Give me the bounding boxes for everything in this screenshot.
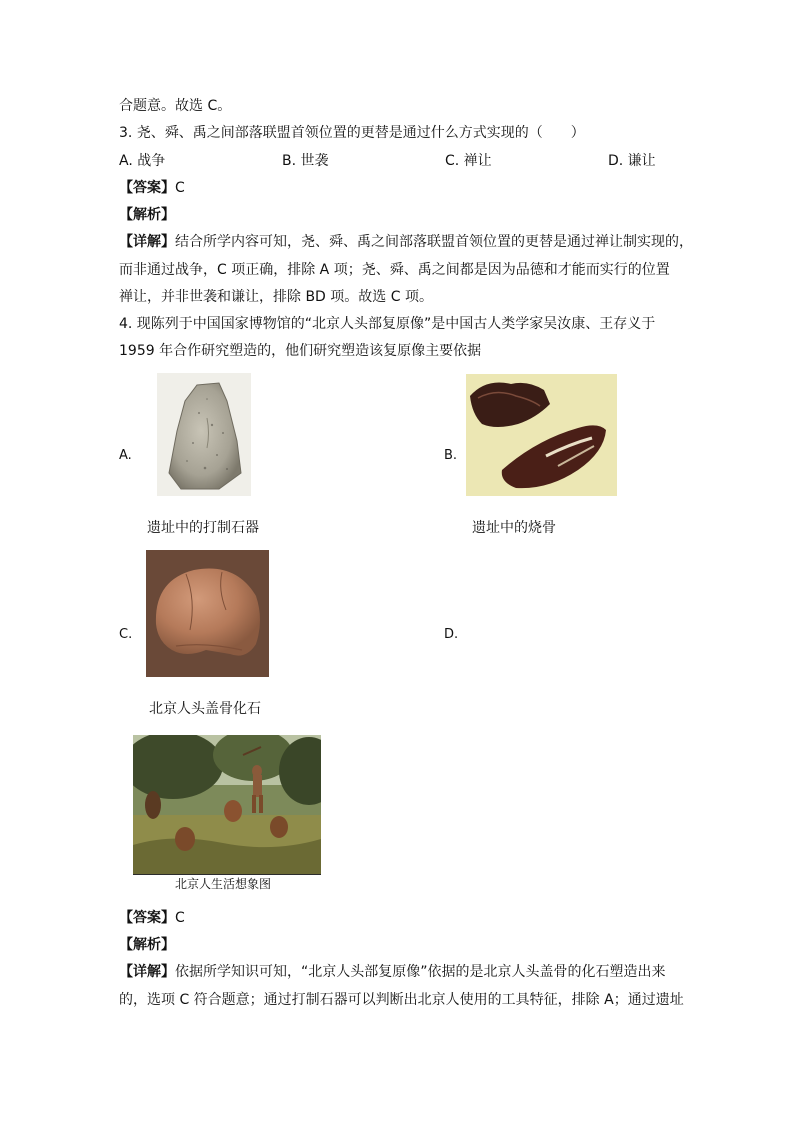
q3-explain-head: 【解析】 — [119, 207, 175, 223]
burnt-bone-image — [466, 374, 617, 496]
q4-detail-2: 的，选项 C 符合题意；通过打制石器可以判断出北京人使用的工具特征，排除 A；通过遗址 — [119, 992, 684, 1008]
answer-tag: 【答案】 — [119, 180, 175, 196]
life-illustration-image — [133, 735, 321, 875]
q4-option-b-letter: B. — [444, 448, 458, 463]
stone-tool-image — [157, 373, 251, 496]
question-3: 3. 尧、舜、禹之间部落联盟首领位置的更替是通过什么方式实现的（ ） — [119, 125, 585, 141]
detail-tag: 【详解】 — [119, 234, 175, 250]
q4-detail-1 — [119, 963, 666, 981]
q4-option-b-caption: 遗址中的烧骨 — [472, 520, 556, 536]
answer-tag: 【答案】 — [119, 910, 175, 926]
q3-option-d: D. 谦让 — [608, 153, 656, 169]
q3-detail-1 — [119, 233, 693, 251]
q4-explain-head: 【解析】 — [119, 937, 175, 953]
q4-option-c-letter: C. — [119, 627, 133, 642]
detail-tag: 【详解】 — [119, 964, 175, 980]
q3-option-b: B. 世袭 — [282, 153, 329, 169]
detail-text: 结合所学内容可知，尧、舜、禹之间部落联盟首领位置的更替是通过禅让制实现的， — [175, 234, 693, 250]
q3-detail-3: 禅让，并非世袭和谦让，排除 BD 项。故选 C 项。 — [119, 289, 433, 305]
q4-option-d-caption: 北京人生活想象图 — [175, 877, 272, 891]
q3-option-c: C. 禅让 — [445, 153, 492, 169]
detail-text: 依据所学知识可知，“北京人头部复原像”依据的是北京人头盖骨的化石塑造出来 — [175, 964, 666, 980]
answer-value: C — [175, 910, 185, 926]
q3-answer — [119, 179, 185, 197]
q4-answer — [119, 909, 185, 927]
q4-option-c-caption: 北京人头盖骨化石 — [149, 701, 261, 717]
skull-cap-image — [146, 550, 269, 677]
q3-option-a: A. 战争 — [119, 153, 166, 169]
q4-option-d-letter: D. — [444, 627, 459, 642]
q3-detail-2: 而非通过战争，C 项正确，排除 A 项；尧、舜、禹之间都是因为品德和才能而实行的位置 — [119, 262, 670, 278]
question-4-line-1: 4. 现陈列于中国国家博物馆的“北京人头部复原像”是中国古人类学家吴汝康、王存义于 — [119, 316, 656, 332]
q4-option-a-caption: 遗址中的打制石器 — [147, 520, 259, 536]
question-4-line-2: 1959 年合作研究塑造的，他们研究塑造该复原像主要依据 — [119, 343, 482, 359]
line-prev-end: 合题意。故选 C。 — [119, 98, 232, 114]
q4-option-a-letter: A. — [119, 448, 132, 463]
answer-value: C — [175, 180, 185, 196]
